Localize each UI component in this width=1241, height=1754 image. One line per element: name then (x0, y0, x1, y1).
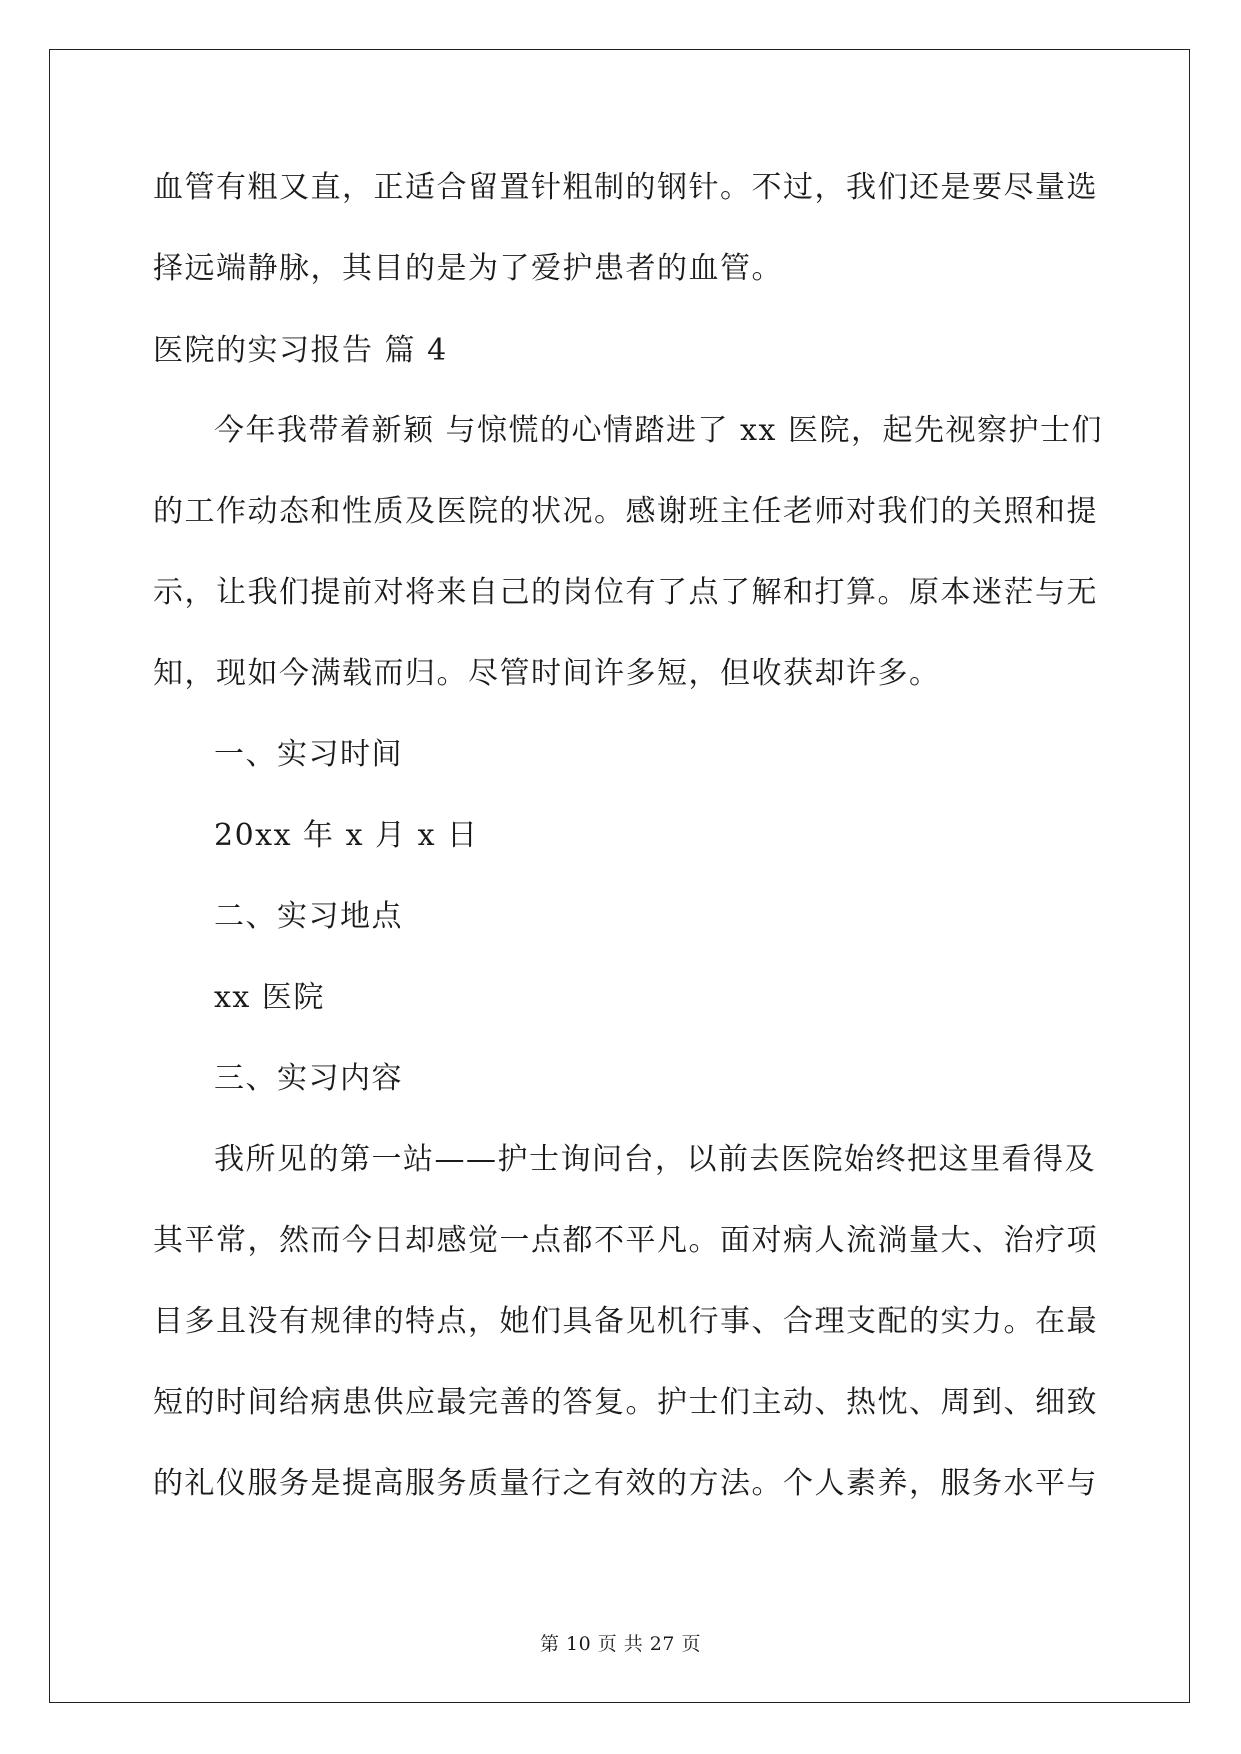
internship-date: 20xx 年 x 月 x 日 (214, 818, 479, 853)
body-line-14: 其平常，然而今日却感觉一点都不平凡。面对病人流淌量大、治疗项 (153, 1223, 1098, 1258)
body-line-17: 的礼仪服务是提高服务质量行之有效的方法。个人素养，服务水平与 (153, 1466, 1098, 1501)
page-number: 第 10 页 共 27 页 (539, 1633, 702, 1655)
body-line-4: 今年我带着新颖 与惊慌的心情踏进了 xx 医院，起先视察护士们 (214, 413, 1103, 448)
internship-location: xx 医院 (214, 980, 325, 1015)
subheading-content: 三、实习内容 (214, 1061, 403, 1096)
body-line-6: 示，让我们提前对将来自己的岗位有了点了解和打算。原本迷茫与无 (153, 575, 1098, 610)
body-line-15: 目多且没有规律的特点，她们具备见机行事、合理支配的实力。在最 (153, 1304, 1098, 1339)
subheading-location: 二、实习地点 (214, 899, 403, 934)
section-heading: 医院的实习报告 篇 4 (153, 333, 448, 368)
page-border (49, 49, 1190, 1703)
body-line-2: 择远端静脉，其目的是为了爱护患者的血管。 (153, 251, 783, 286)
body-line-16: 短的时间给病患供应最完善的答复。护士们主动、热忱、周到、细致 (153, 1385, 1098, 1420)
body-line-7: 知，现如今满载而归。尽管时间许多短，但收获却许多。 (153, 656, 941, 691)
body-line-13: 我所见的第一站——护士询问台，以前去医院始终把这里看得及 (214, 1142, 1096, 1177)
body-line-5: 的工作动态和性质及医院的状况。感谢班主任老师对我们的关照和提 (153, 494, 1098, 529)
subheading-time: 一、实习时间 (214, 737, 403, 772)
body-line-1: 血管有粗又直，正适合留置针粗制的钢针。不过，我们还是要尽量选 (153, 170, 1098, 205)
